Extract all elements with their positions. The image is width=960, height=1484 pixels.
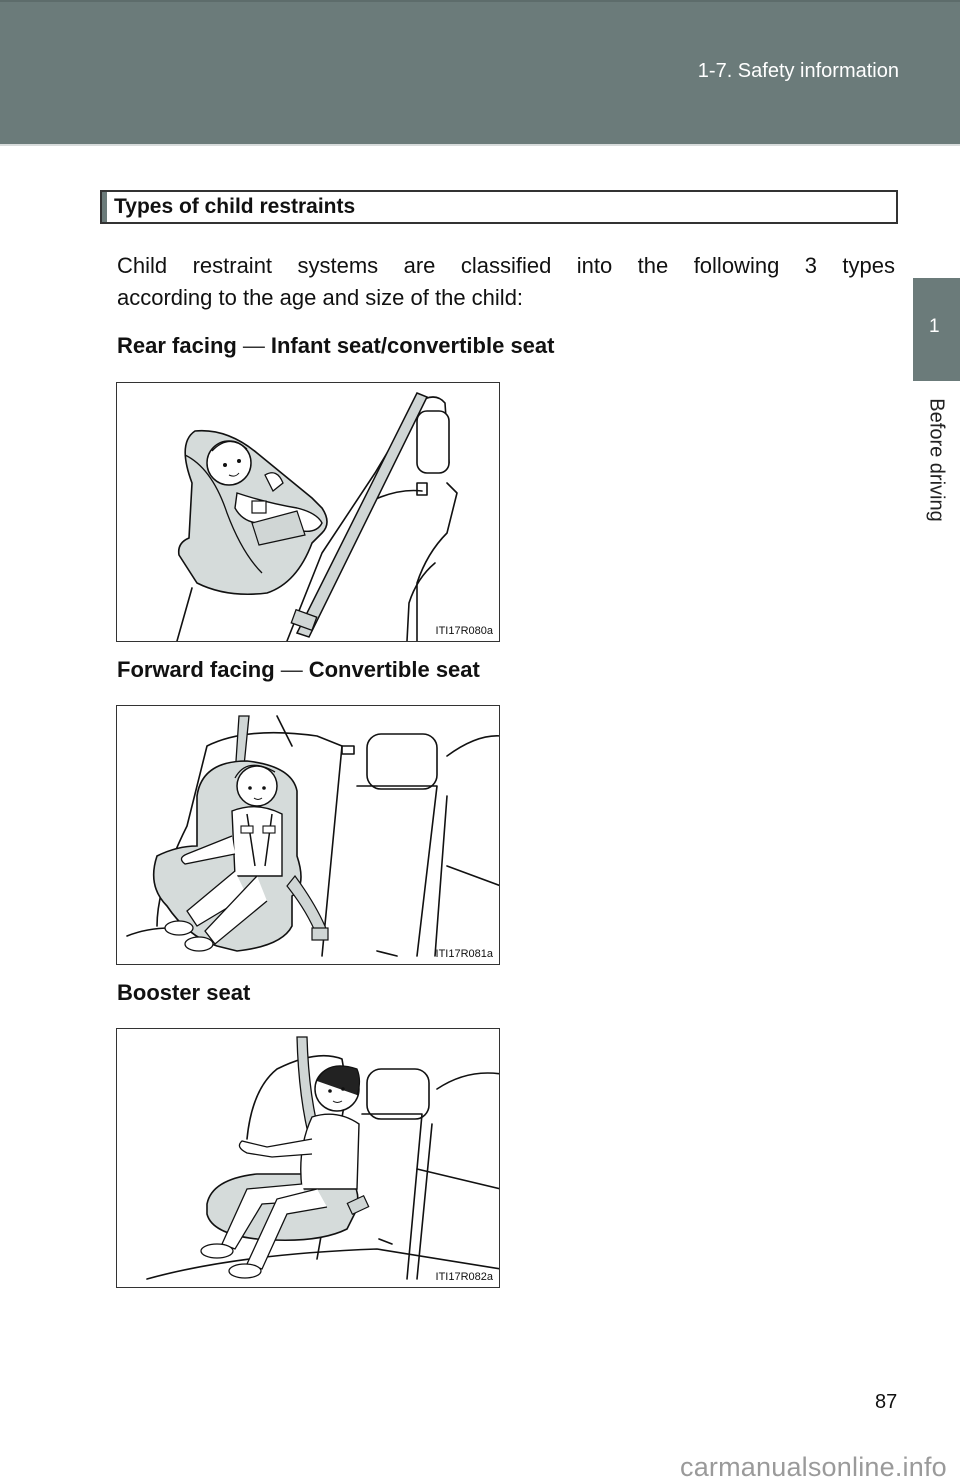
watermark: carmanualsonline.info xyxy=(680,1452,947,1482)
infant-seat-illustration xyxy=(117,383,500,642)
chapter-label: Before driving xyxy=(925,398,948,522)
caption-part-b: Convertible seat xyxy=(308,657,480,682)
caption-part-a: Forward facing xyxy=(117,657,275,682)
figure-booster-seat xyxy=(116,1028,500,1288)
caption-part-b: Infant seat/convertible seat xyxy=(270,333,555,358)
booster-seat-illustration xyxy=(117,1029,500,1288)
header-band xyxy=(0,0,960,144)
figure-code: ITI17R080a xyxy=(435,625,493,637)
figure-code: ITI17R081a xyxy=(435,948,493,960)
intro-line-1: Child restraint systems are classified into the following 3 types xyxy=(117,253,895,278)
section-heading-box xyxy=(100,190,898,224)
section-heading: Types of child restraints xyxy=(114,195,356,218)
em-dash: — xyxy=(242,333,265,358)
caption-booster-seat xyxy=(117,980,250,1006)
chapter-number: 1 xyxy=(929,316,940,337)
em-dash: — xyxy=(280,657,303,682)
figure-code: ITI17R082a xyxy=(435,1271,493,1283)
convertible-seat-illustration xyxy=(117,706,500,965)
intro-line-2: according to the age and size of the child: xyxy=(117,285,524,310)
caption-part-a: Booster seat xyxy=(117,980,251,1005)
page-number: 87 xyxy=(875,1391,898,1413)
intro-paragraph xyxy=(117,250,895,314)
chapter-tab[interactable] xyxy=(913,278,960,381)
figure-rear-facing-seat xyxy=(116,382,500,642)
figure-convertible-seat xyxy=(116,705,500,965)
caption-rear-facing xyxy=(117,333,554,359)
caption-part-a: Rear facing xyxy=(117,333,237,358)
section-title: 1-7. Safety information xyxy=(697,60,899,82)
caption-forward-facing xyxy=(117,657,480,683)
